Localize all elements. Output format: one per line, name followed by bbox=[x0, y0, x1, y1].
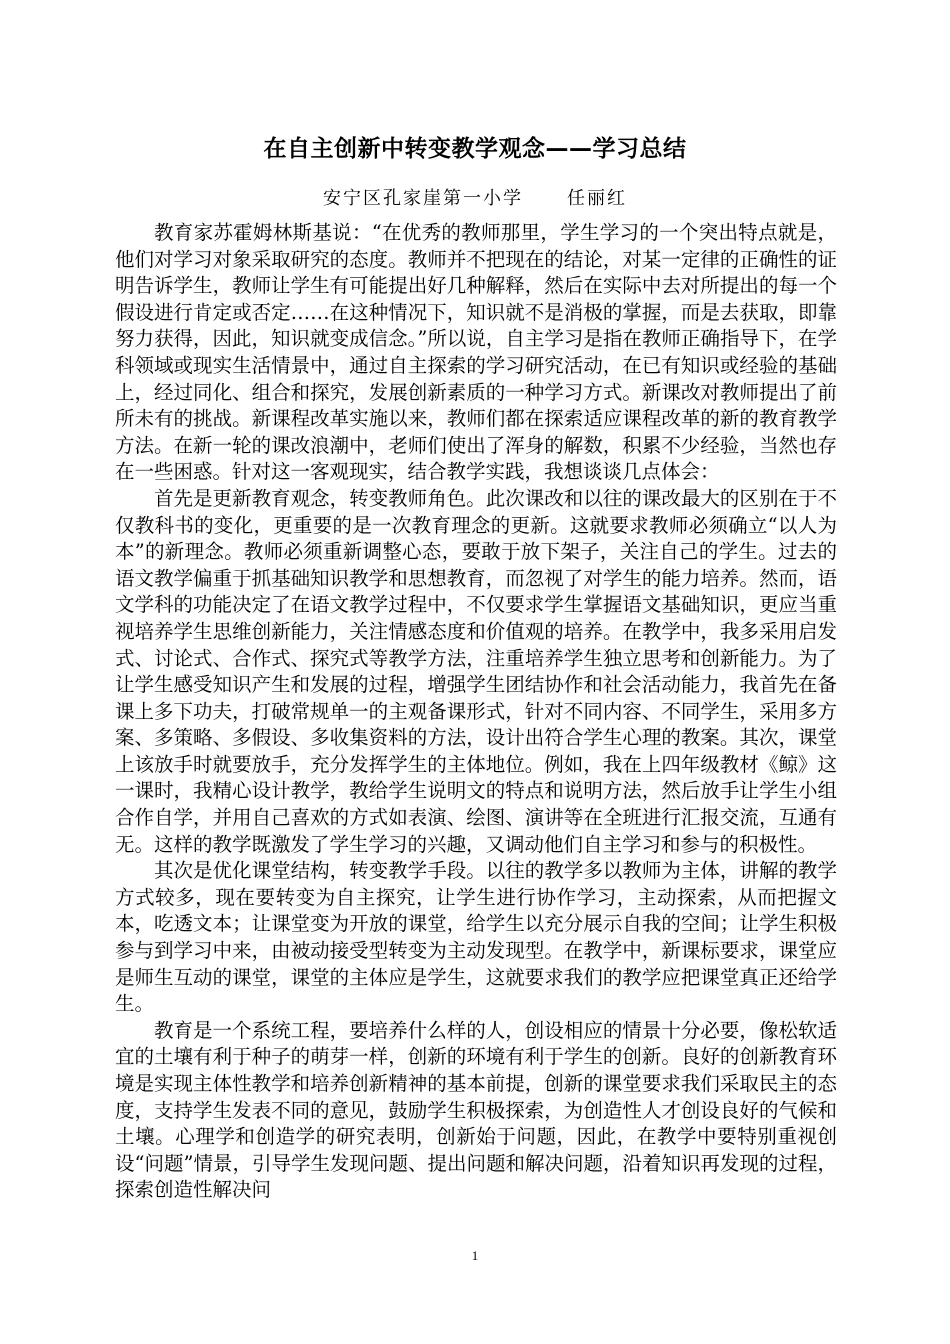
page-number: 1 bbox=[471, 1248, 479, 1263]
school-name: 安宁区孔家崖第一小学 bbox=[323, 188, 523, 209]
author-byline bbox=[0, 186, 950, 212]
document-title: 在自主创新中转变教学观念——学习总结 bbox=[263, 136, 687, 162]
paragraph-innovation-environment: 教育是一个系统工程，要培养什么样的人，创设相应的情景十分必要，像松软适宜的土壤有利于种子的萌芽一样，创新的环境有利于学生的创新。良好的创新教育环境是实现主体性教学和培养创新精神的基本前提，创新的课堂要求我们采取民主的态度，支持学生发表不同的意见，鼓励学生积极探索，为创造性人才创设良好的气候和土壤。心理学和创造学的研究表明，创新始于问题，因此，在教学中要特别重视创设“问题”情景，引导学生发现问题、提出问题和解决问题，沿着知识再发现的过程，探索创造性解决问 bbox=[115, 1018, 837, 1202]
paragraph-teacher-role: 首先是更新教育观念，转变教师角色。此次课改和以往的课改最大的区别在于不仅教科书的变化，更重要的是一次教育理念的更新。这就要求教师必须确立“以人为本”的新理念。教师必须重新调整心态，要敢于放下架子，关注自己的学生。过去的语文教学偏重于抓基础知识教学和思想教育，而忽视了对学生的能力培养。然而，语文学科的功能决定了在语文教学过程中，不仅要求学生掌握语文基础知识，更应当重视培养学生思维创新能力，关注情感态度和价值观的培养。在教学中，我多采用启发式、讨论式、合作式、探究式等教学方法，注重培养学生独立思考和创新能力。为了让学生感受知识产生和发展的过程，增强学生团结协作和社会活动能力，我首先在备课上多下功夫，打破常规单一的主观备课形式，针对不同内容、不同学生，采用多方案、多策略、多假设、多收集资料的方法，设计出符合学生心理的教案。其次，课堂上该放手时就要放手，充分发挥学生的主体地位。例如，我在上四年级教材《鲸》这一课时，我精心设计教学，教给学生说明文的特点和说明方法，然后放手让学生小组合作自学，并用自己喜欢的方式如表演、绘图、演讲等在全班进行汇报交流，互通有无。这样的教学既激发了学生学习的兴趣，又调动他们自主学习和参与的积极性。 bbox=[115, 486, 837, 856]
paragraph-intro: 教育家苏霍姆林斯基说：“在优秀的教师那里，学生学习的一个突出特点就是，他们对学习对象采取研究的态度。教师并不把现在的结论，对某一定律的正确性的证明告诉学生，教师让学生有可能提出好几种解释，然后在实际中去对所提出的每一个假设进行肯定或否定……在这种情况下，知识就不是消极的掌握，而是去获取，即靠努力获得，因此，知识就变成信念。”所以说，自主学习是指在教师正确指导下，在学科领域或现实生活情景中，通过自主探索的学习研究活动，在已有知识或经验的基础上，经过同化、组合和探究，发展创新素质的一种学习方式。新课改对教师提出了前所未有的挑战。新课程改革实施以来，教师们都在探索适应课程改革的新的教育教学方法。在新一轮的课改浪潮中，老师们使出了浑身的解数，积累不少经验，当然也存在一些困惑。针对这一客观现实，结合教学实践，我想谈谈几点体会： bbox=[115, 221, 837, 484]
paragraph-classroom-structure: 其次是优化课堂结构，转变教学手段。以往的教学多以教师为主体，讲解的教学方式较多，现在要转变为自主探究，让学生进行协作学习，主动探索，从而把握文本，吃透文本；让课堂变为开放的课堂，给学生以充分展示自我的空间；让学生积极参与到学习中来，由被动接受型转变为主动发现型。在教学中，新课标要求，课堂应是师生互动的课堂，课堂的主体应是学生，这就要求我们的教学应把课堂真正还给学生。 bbox=[115, 859, 837, 1016]
article-body bbox=[115, 220, 837, 1204]
author-name: 任丽红 bbox=[567, 188, 627, 209]
